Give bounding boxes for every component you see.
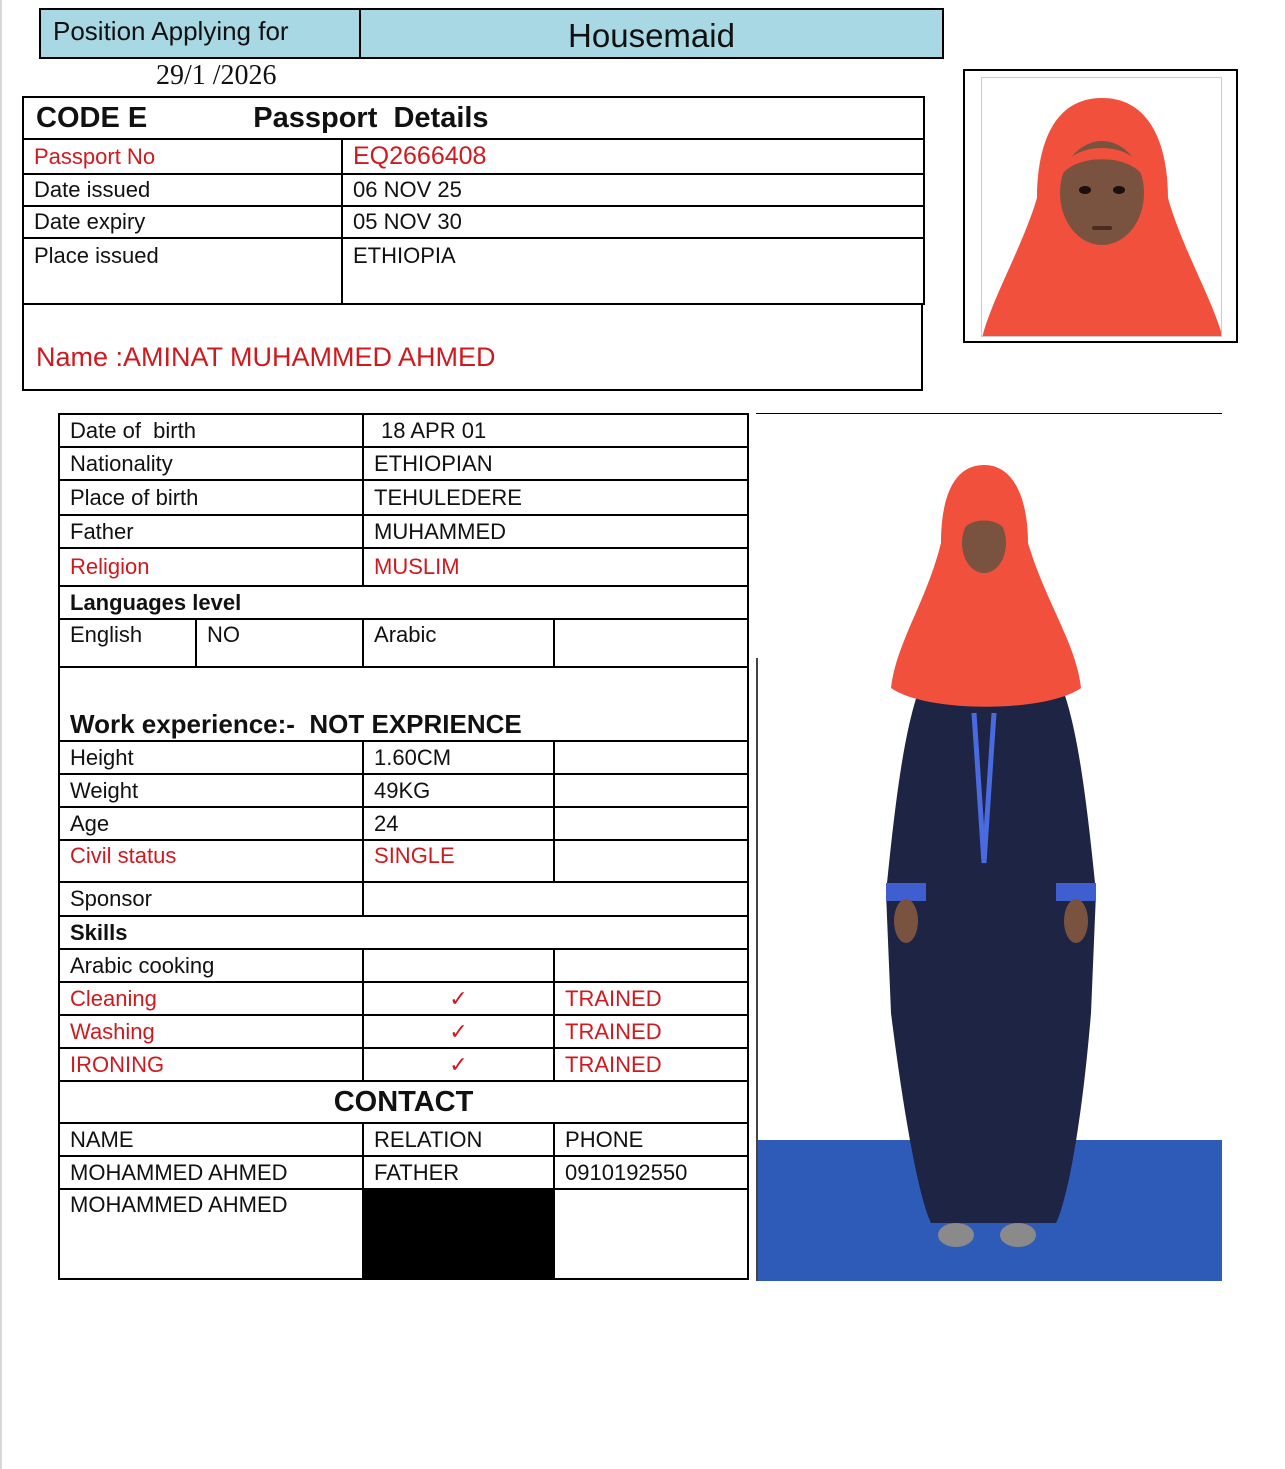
portrait-photo xyxy=(981,77,1222,337)
dob-label: Date of birth xyxy=(59,414,363,447)
candidate-name: Name :AMINAT MUHAMMED AHMED xyxy=(36,342,496,372)
skill-row-cleaning xyxy=(59,982,748,1015)
father-value: MUHAMMED xyxy=(363,515,748,548)
height-value: 1.60CM xyxy=(363,741,554,774)
skill-check: ✓ xyxy=(363,1015,554,1048)
skill-label: Cleaning xyxy=(59,982,363,1015)
place-issued-label: Place issued xyxy=(23,238,342,304)
redacted-block xyxy=(363,1189,554,1279)
english-value: NO xyxy=(196,619,363,667)
position-value: Housemaid xyxy=(568,17,735,54)
skills-heading: Skills xyxy=(59,916,748,949)
info-row-dob xyxy=(59,414,748,447)
birthplace-value: TEHULEDERE xyxy=(363,480,748,515)
work-experience-heading: Work experience:- NOT EXPRIENCE xyxy=(59,667,748,741)
skill-row-washing xyxy=(59,1015,748,1048)
religion-value: MUSLIM xyxy=(363,548,748,586)
info-row-birthplace xyxy=(59,480,748,515)
contact-columns-row xyxy=(59,1123,748,1156)
passport-row-place xyxy=(23,238,924,304)
skill-status: TRAINED xyxy=(554,1048,748,1081)
skills-heading-row xyxy=(59,916,748,949)
info-row-height xyxy=(59,741,748,774)
place-issued-value: ETHIOPIA xyxy=(342,238,924,304)
civil-status-label: Civil status xyxy=(59,840,363,882)
languages-row xyxy=(59,619,748,667)
full-body-illustration xyxy=(756,413,1222,1281)
passport-row-number xyxy=(23,139,924,174)
passport-code: CODE E xyxy=(36,101,148,134)
info-row-father xyxy=(59,515,748,548)
contact-row xyxy=(59,1156,748,1189)
age-extra xyxy=(554,807,748,840)
sponsor-label: Sponsor xyxy=(59,882,363,916)
contact-phone: 0910192550 xyxy=(554,1156,748,1189)
nationality-label: Nationality xyxy=(59,447,363,480)
passport-table xyxy=(22,96,925,305)
father-label: Father xyxy=(59,515,363,548)
passport-row-expiry xyxy=(23,206,924,238)
english-label: English xyxy=(59,619,196,667)
info-row-nationality xyxy=(59,447,748,480)
skill-status xyxy=(554,949,748,982)
skill-status: TRAINED xyxy=(554,1015,748,1048)
work-experience-row xyxy=(59,667,748,741)
passport-no-label: Passport No xyxy=(23,139,342,174)
candidate-info-table xyxy=(58,413,749,1280)
skill-label: IRONING xyxy=(59,1048,363,1081)
skill-check: ✓ xyxy=(363,1048,554,1081)
passport-no-value: EQ2666408 xyxy=(342,139,924,174)
weight-extra xyxy=(554,774,748,807)
date-issued-label: Date issued xyxy=(23,174,342,206)
skill-row-ironing xyxy=(59,1048,748,1081)
contact-name: MOHAMMED AHMED xyxy=(59,1156,363,1189)
skill-label: Washing xyxy=(59,1015,363,1048)
page-edge xyxy=(0,0,2,1469)
civil-status-extra xyxy=(554,840,748,882)
info-row-sponsor xyxy=(59,882,748,916)
languages-heading: Languages level xyxy=(59,586,748,619)
weight-value: 49KG xyxy=(363,774,554,807)
height-extra xyxy=(554,741,748,774)
portrait-photo-frame xyxy=(963,69,1238,343)
skill-row-cooking xyxy=(59,949,748,982)
nationality-value: ETHIOPIAN xyxy=(363,447,748,480)
contact-name: MOHAMMED AHMED xyxy=(59,1189,363,1279)
contact-col-relation: RELATION xyxy=(363,1123,554,1156)
info-row-age xyxy=(59,807,748,840)
full-body-photo xyxy=(756,413,1222,1281)
civil-status-value: SINGLE xyxy=(363,840,554,882)
portrait-illustration xyxy=(982,78,1222,337)
passport-row-issued xyxy=(23,174,924,206)
date-expiry-label: Date expiry xyxy=(23,206,342,238)
birthplace-label: Place of birth xyxy=(59,480,363,515)
skill-check: ✓ xyxy=(363,982,554,1015)
age-value: 24 xyxy=(363,807,554,840)
height-label: Height xyxy=(59,741,363,774)
sponsor-value xyxy=(363,882,748,916)
skill-status: TRAINED xyxy=(554,982,748,1015)
contact-heading: CONTACT xyxy=(59,1081,748,1123)
contact-heading-row xyxy=(59,1081,748,1123)
weight-label: Weight xyxy=(59,774,363,807)
contact-col-name: NAME xyxy=(59,1123,363,1156)
age-label: Age xyxy=(59,807,363,840)
arabic-label: Arabic xyxy=(363,619,554,667)
contact-phone xyxy=(554,1189,748,1279)
application-date: 29/1 /2026 xyxy=(156,60,277,91)
date-expiry-value: 05 NOV 30 xyxy=(342,206,924,238)
religion-label: Religion xyxy=(59,548,363,586)
dob-value: 18 APR 01 xyxy=(363,414,748,447)
arabic-value xyxy=(554,619,748,667)
info-row-religion xyxy=(59,548,748,586)
info-row-civil-status xyxy=(59,840,748,882)
position-label: Position Applying for xyxy=(41,10,361,57)
contact-col-phone: PHONE xyxy=(554,1123,748,1156)
name-box xyxy=(22,304,923,391)
date-issued-value: 06 NOV 25 xyxy=(342,174,924,206)
skill-check xyxy=(363,949,554,982)
passport-title-row xyxy=(23,97,924,139)
languages-heading-row xyxy=(59,586,748,619)
position-header xyxy=(39,8,944,59)
contact-row xyxy=(59,1189,748,1279)
contact-relation: FATHER xyxy=(363,1156,554,1189)
passport-title: Passport Details xyxy=(253,101,489,134)
info-row-weight xyxy=(59,774,748,807)
skill-label: Arabic cooking xyxy=(59,949,363,982)
